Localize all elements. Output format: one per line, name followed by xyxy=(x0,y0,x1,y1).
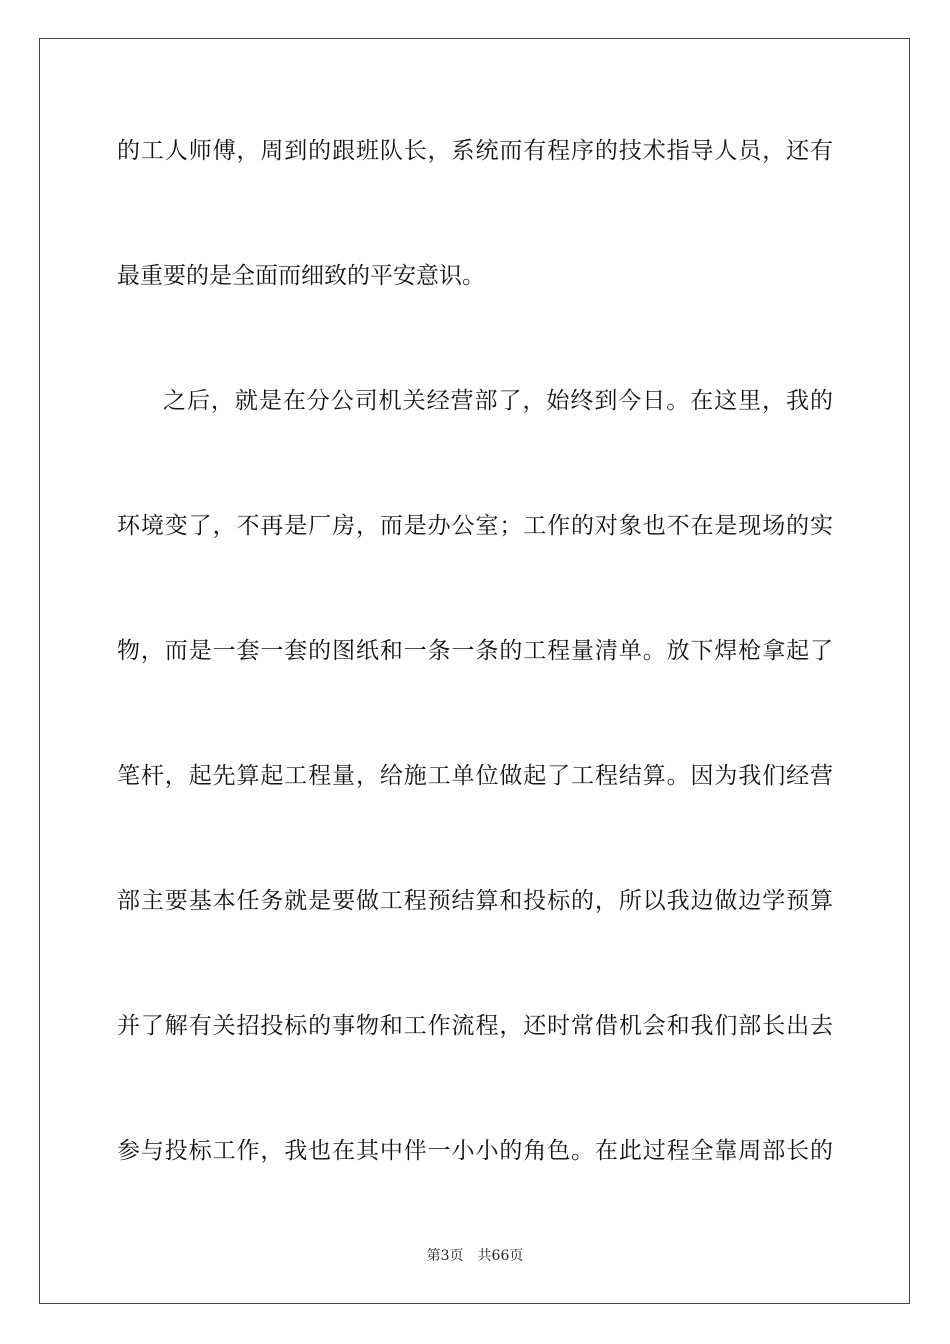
text-line-3: 之后，就是在分公司机关经营部了，始终到今日。在这里，我的 xyxy=(163,388,833,414)
text-line-2: 最重要的是全面而细致的平安意识。 xyxy=(117,263,485,289)
page-footer xyxy=(0,1247,950,1265)
text-line-4: 环境变了，不再是厂房，而是办公室；工作的对象也不在是现场的实 xyxy=(117,513,833,539)
text-line-8: 并了解有关招投标的事物和工作流程，还时常借机会和我们部长出去 xyxy=(117,1013,833,1039)
text-line-1: 的工人师傅，周到的跟班队长，系统而有程序的技术指导人员，还有 xyxy=(117,138,833,164)
page-border xyxy=(39,38,910,1304)
page-number: 第3页 xyxy=(426,1248,464,1264)
text-line-5: 物，而是一套一套的图纸和一条一条的工程量清单。放下焊枪拿起了 xyxy=(117,638,833,664)
text-line-9: 参与投标工作，我也在其中伴一小小的角色。在此过程全靠周部长的 xyxy=(117,1138,833,1164)
text-line-6: 笔杆，起先算起工程量，给施工单位做起了工程结算。因为我们经营 xyxy=(117,763,833,789)
page-total: 共66页 xyxy=(477,1248,524,1264)
text-line-7: 部主要基本任务就是要做工程预结算和投标的，所以我边做边学预算 xyxy=(117,888,833,914)
